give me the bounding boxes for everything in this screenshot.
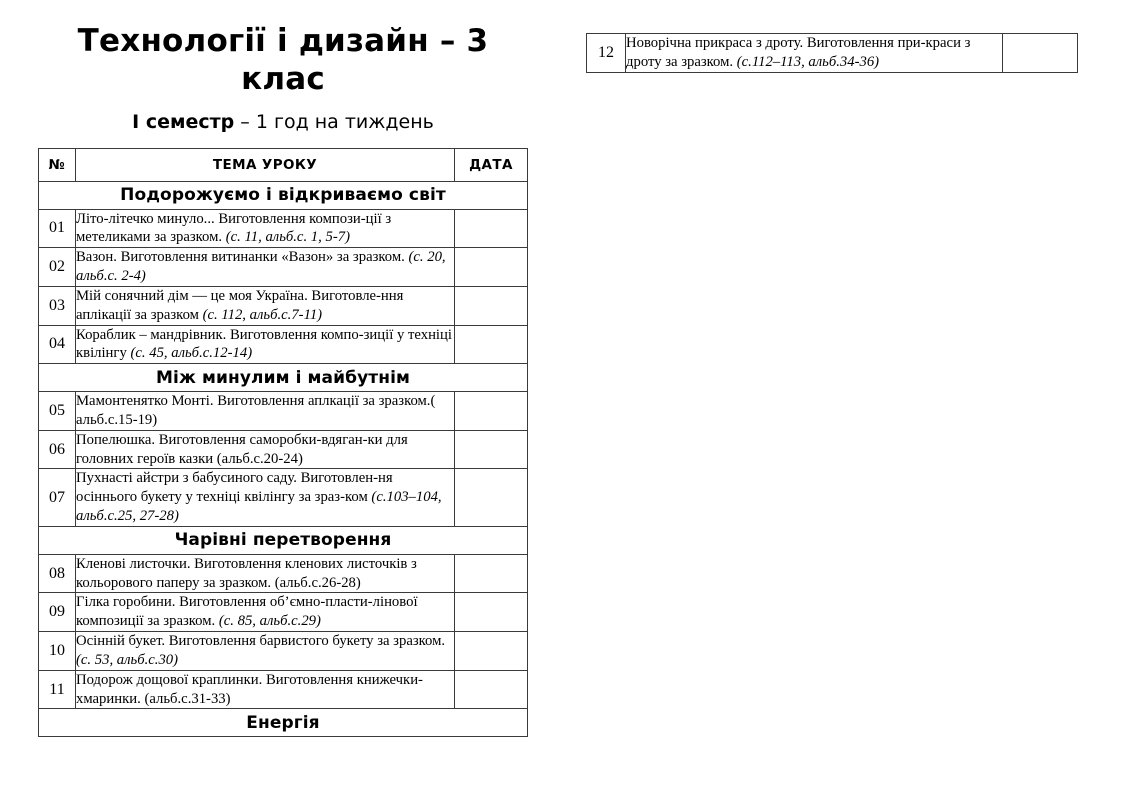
topic-reference: (альб.с.26-28) <box>274 574 361 591</box>
row-number: 07 <box>39 469 76 526</box>
topic-text: Кленові листочки. Виготовлення кленових листочків з кольорового паперу за зразком. <box>76 555 417 591</box>
row-topic <box>76 325 455 364</box>
row-number: 03 <box>39 286 76 325</box>
table-row <box>39 286 528 325</box>
row-date-cell[interactable] <box>455 670 528 709</box>
topic-text: Гілка горобини. Виготовлення об’ємно-пласти-лінової композиції за зразком. <box>76 594 418 630</box>
page-title: Технології і дизайн – 3 клас <box>77 23 489 98</box>
row-topic <box>76 632 455 671</box>
lesson-plan-sheet-continued <box>586 33 1078 73</box>
topic-reference: (альб.с.20-24) <box>216 450 303 467</box>
row-number: 05 <box>39 392 76 431</box>
section-header-row <box>39 364 528 392</box>
row-topic <box>76 286 455 325</box>
row-topic <box>76 248 455 287</box>
row-number: 09 <box>39 593 76 632</box>
section-header-row <box>39 526 528 554</box>
row-number: 01 <box>39 209 76 248</box>
table-row <box>39 325 528 364</box>
row-number: 12 <box>587 34 626 73</box>
topic-text: Мій сонячний дім — це моя Україна. Виготовле-ння аплікації за зразком <box>76 287 404 323</box>
topic-text: Попелюшка. Виготовлення саморобки-вдяган-ки для головних героїв казки <box>76 431 408 467</box>
row-number: 06 <box>39 430 76 469</box>
row-topic <box>76 593 455 632</box>
column-header-date: ДАТА <box>455 148 528 181</box>
table-row <box>39 209 528 248</box>
section-title: Чарівні перетворення <box>39 526 528 554</box>
topic-reference: (альб.с.31-33) <box>144 690 231 707</box>
table-row <box>39 554 528 593</box>
row-topic <box>76 670 455 709</box>
topic-reference: ( альб.с.15-19) <box>76 393 436 428</box>
table-row <box>39 469 528 526</box>
topic-text: Новорічна прикраса з дроту. Виготовлення при-краси з дроту за зразком. <box>626 35 971 70</box>
table-row <box>39 593 528 632</box>
topic-text: Мамонтенятко Монті. Виготовлення аплкації за зразком. <box>76 393 431 410</box>
section-header-row <box>39 181 528 209</box>
column-header-number: № <box>39 148 76 181</box>
topic-text: Літо-літечко минуло... Виготовлення компози-ції з метеликами за зразком. <box>76 210 392 246</box>
topic-text: Пухнасті айстри з бабусиного саду. Виготовлен-ня осіннього букету у техніці квілінгу за зраз-ком <box>76 470 393 506</box>
row-topic <box>76 209 455 248</box>
row-topic <box>76 392 455 431</box>
row-topic <box>626 34 1003 73</box>
row-number: 08 <box>39 554 76 593</box>
section-title: Подорожуємо і відкриваємо світ <box>39 181 528 209</box>
row-date-cell[interactable] <box>455 248 528 287</box>
subtitle-hours: – 1 год на тиждень <box>234 110 434 133</box>
section-title: Енергія <box>39 709 528 737</box>
topic-reference: (с. 45, альб.с.12-14) <box>130 345 253 362</box>
row-number: 10 <box>39 632 76 671</box>
row-topic <box>76 554 455 593</box>
table-body-continued <box>587 34 1078 73</box>
lesson-plan-table <box>38 148 528 738</box>
subtitle-semester: І семестр <box>132 110 235 133</box>
row-date-cell[interactable] <box>455 430 528 469</box>
table-row <box>39 392 528 431</box>
row-date-cell[interactable] <box>455 554 528 593</box>
row-date-cell[interactable] <box>455 593 528 632</box>
lesson-plan-table-continued <box>586 33 1078 73</box>
table-row <box>39 632 528 671</box>
topic-reference: (с. 53, альб.с.30) <box>76 651 179 668</box>
table-row <box>39 430 528 469</box>
row-date-cell[interactable] <box>455 632 528 671</box>
topic-reference: (с. 85, альб.с.29) <box>218 613 321 630</box>
table-header-row <box>39 148 528 181</box>
row-topic <box>76 469 455 526</box>
table-row <box>39 670 528 709</box>
topic-text: Подорож дощової краплинки. Виготовлення книжечки-хмаринки. <box>76 671 423 707</box>
topic-reference: (с. 11, альб.с. 1, 5-7) <box>225 229 350 246</box>
row-number: 02 <box>39 248 76 287</box>
table-row <box>39 248 528 287</box>
topic-text: Кораблик – мандрівник. Виготовлення компо-зиції у техніці квілінгу <box>76 326 452 362</box>
topic-reference: (с. 20, альб.с. 2-4) <box>76 249 446 285</box>
row-date-cell[interactable] <box>455 286 528 325</box>
section-header-row <box>39 709 528 737</box>
row-date-cell[interactable] <box>455 209 528 248</box>
table-row <box>587 34 1078 73</box>
row-topic <box>76 430 455 469</box>
row-number: 04 <box>39 325 76 364</box>
topic-reference: (с. 112, альб.с.7-11) <box>202 306 323 323</box>
column-header-topic: ТЕМА УРОКУ <box>76 148 455 181</box>
row-number: 11 <box>39 670 76 709</box>
row-date-cell[interactable] <box>455 469 528 526</box>
section-title: Між минулим і майбутнім <box>39 364 528 392</box>
page-subtitle <box>38 111 528 134</box>
table-body <box>39 181 528 737</box>
lesson-plan-sheet <box>38 22 528 737</box>
row-date-cell[interactable] <box>1003 34 1078 73</box>
topic-text: Осінній букет. Виготовлення барвистого букету за зразком. <box>76 633 446 650</box>
row-date-cell[interactable] <box>455 392 528 431</box>
topic-reference: (с.103–104, альб.с.25, 27-28) <box>76 489 442 525</box>
row-date-cell[interactable] <box>455 325 528 364</box>
topic-text: Вазон. Виготовлення витинанки «Вазон» за зразком. <box>76 249 409 266</box>
topic-reference: (с.112–113, альб.34-36) <box>736 53 880 70</box>
